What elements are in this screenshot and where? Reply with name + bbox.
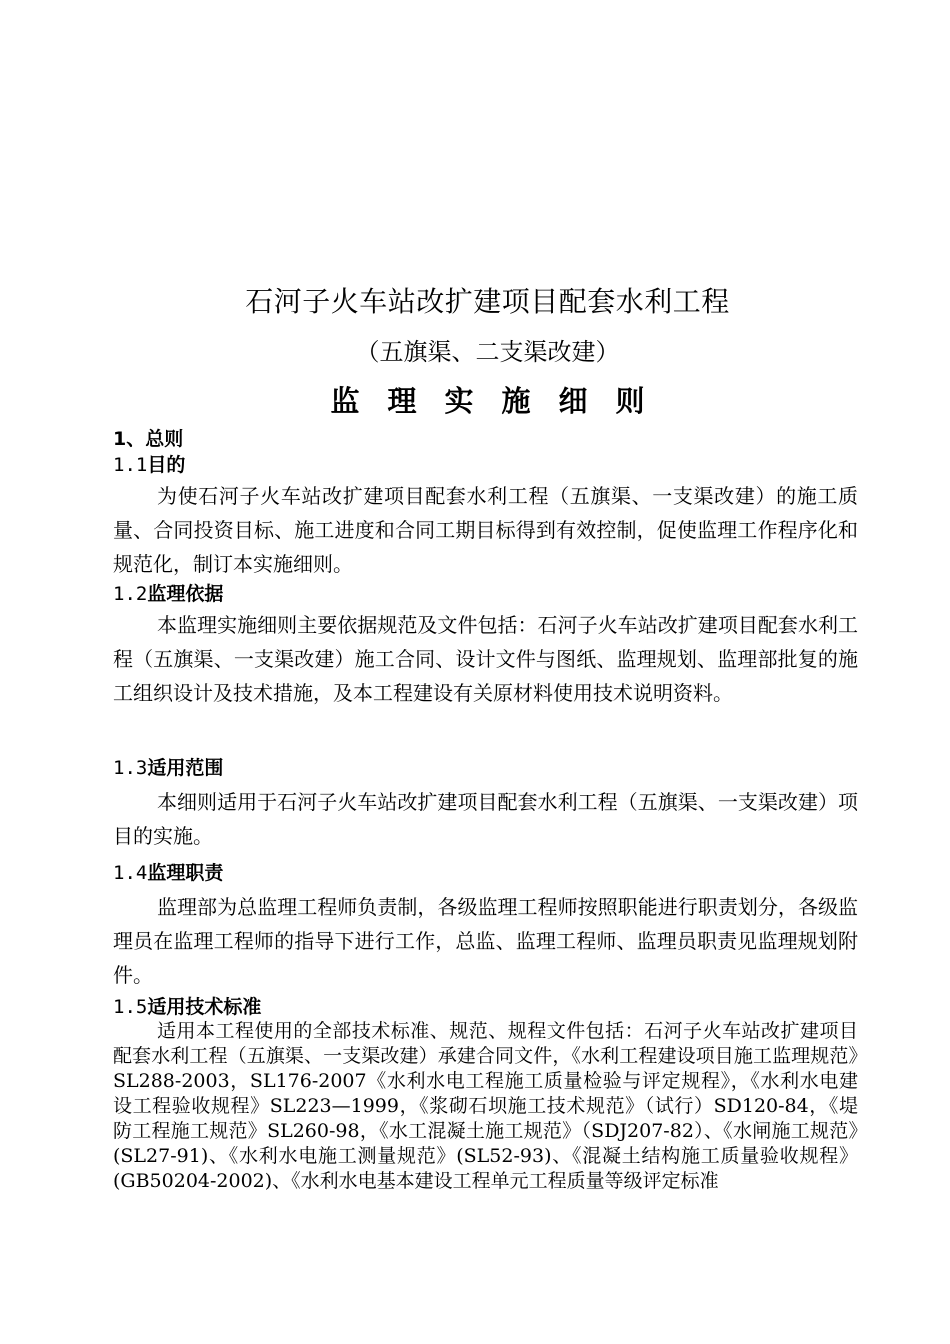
document-title: 石河子火车站改扩建项目配套水利工程 bbox=[245, 285, 730, 318]
section-title: 监理依据 bbox=[147, 583, 224, 605]
section-1-heading: 1、总则 bbox=[113, 428, 184, 450]
section-number: 1.5 bbox=[113, 996, 148, 1018]
section-1-3-heading bbox=[113, 755, 858, 781]
section-title: 监理职责 bbox=[147, 862, 224, 884]
section-title: 适用技术标准 bbox=[147, 996, 262, 1018]
section-number: 1.4 bbox=[113, 862, 148, 884]
section-title: 目的 bbox=[147, 454, 186, 476]
section-number: 1.2 bbox=[113, 583, 148, 605]
document-subtitle: （五旗渠、二支渠改建） bbox=[355, 338, 620, 366]
section-1-3-paragraph: 本细则适用于石河子火车站改扩建项目配套水利工程（五旗渠、一支渠改建）项目的实施。 bbox=[113, 790, 858, 848]
section-1-4-heading bbox=[113, 860, 858, 886]
section-1-2-heading bbox=[113, 581, 858, 607]
document-type-heading: 监理实施细则 bbox=[330, 384, 673, 418]
section-number: 1.1 bbox=[113, 454, 148, 476]
section-1-5-heading bbox=[113, 994, 858, 1020]
section-1-2-paragraph: 本监理实施细则主要依据规范及文件包括：石河子火车站改扩建项目配套水利工程（五旗渠、一支渠改建）施工合同、设计文件与图纸、监理规划、监理部批复的施工组织设计及技术措施，及本工程建设有关原材料使用技术说明资料。 bbox=[113, 613, 858, 705]
section-1-1-paragraph: 为使石河子火车站改扩建项目配套水利工程（五旗渠、一支渠改建）的施工质量、合同投资目标、施工进度和合同工期目标得到有效控制，促使监理工作程序化和规范化，制订本实施细则。 bbox=[113, 484, 858, 576]
section-number: 1.3 bbox=[113, 757, 148, 779]
section-1-5-paragraph: 适用本工程使用的全部技术标准、规范、规程文件包括：石河子火车站改扩建项目配套水利工程（五旗渠、一支渠改建）承建合同文件，《水利工程建设项目施工监理规范》SL288-2003，SL176-2007《水利水电工程施工质量检验与评定规程》，《水利水电建设工程验收规程》SL223—1999，《浆砌石坝施工技术规范》（试行）SD120-84，《堤防工程施工规范》SL260-98，《水工混凝土施工规范》（SDJ207-82）、《水闸施工规范》(SL27-91)、《水利水电施工测量规范》(SL52-93)、《混凝土结构施工质量验收规程》(GB50204-2002)、《水利水电基本建设工程单元工程质量等级评定标准 bbox=[113, 1020, 858, 1192]
section-1-1-heading bbox=[113, 452, 858, 478]
section-1-4-paragraph: 监理部为总监理工程师负责制，各级监理工程师按照职能进行职责划分，各级监理员在监理工程师的指导下进行工作，总监、监理工程师、监理员职责见监理规划附件。 bbox=[113, 895, 858, 987]
section-title: 适用范围 bbox=[147, 757, 224, 779]
